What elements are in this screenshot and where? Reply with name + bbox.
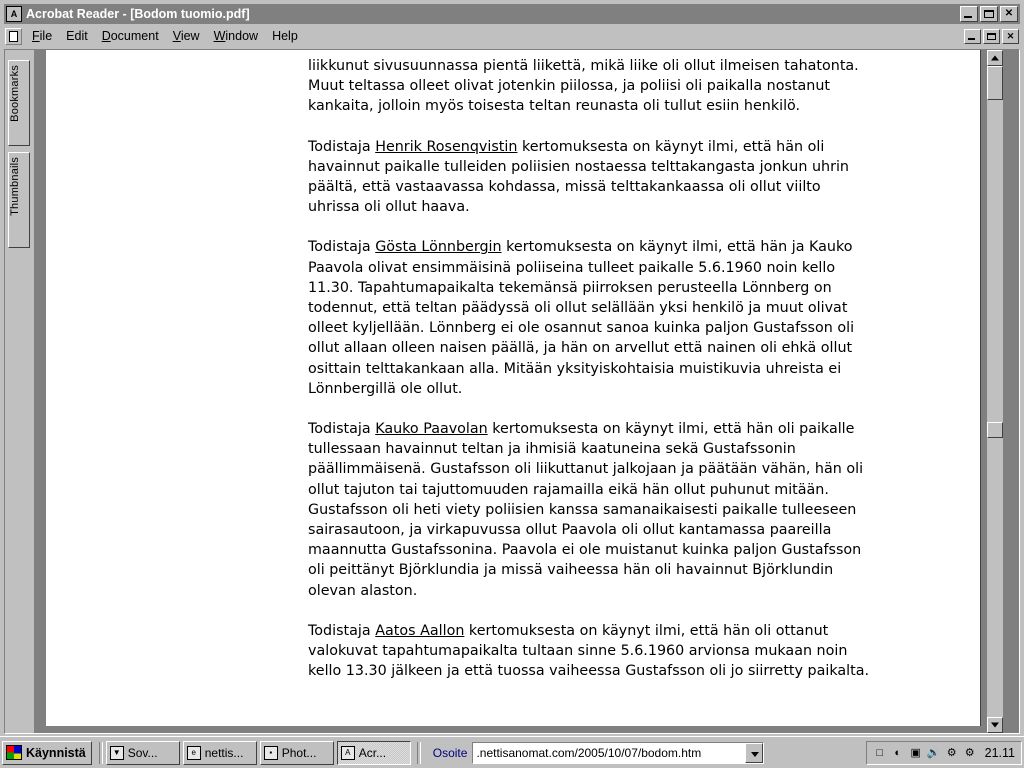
window-titlebar xyxy=(4,4,1020,24)
start-button[interactable] xyxy=(2,741,92,765)
acrobat-icon: A xyxy=(341,746,355,760)
tab-thumbnails[interactable] xyxy=(8,152,30,248)
taskbar-button-sov[interactable] xyxy=(106,741,180,765)
scroll-up-arrow[interactable] xyxy=(987,50,1003,66)
page-viewport[interactable] xyxy=(36,50,1003,733)
scrollbar-thumb[interactable] xyxy=(987,66,1003,100)
witness-name: Henrik Rosenqvistin xyxy=(375,138,518,155)
taskbar-divider-2 xyxy=(417,742,421,764)
windows-flag-icon xyxy=(6,745,22,760)
modem-icon[interactable]: □ xyxy=(876,746,883,759)
photo-icon: ▪ xyxy=(264,746,278,760)
display-icon[interactable]: ▣ xyxy=(910,746,921,759)
clock[interactable]: 21.11 xyxy=(984,745,1015,760)
taskbar-button-phot[interactable] xyxy=(260,741,334,765)
browser-icon: e xyxy=(187,746,201,760)
menu-item-file[interactable]: File xyxy=(32,29,53,43)
paragraph-paavolan: Todistaja Kauko Paavolan kertomuksesta on käynyt ilmi, että hän oli paikalle tullessaan havainnut teltan ja ihmisiä kaatuneina sekä Gustafssonin päällimmäisenä. Gustafsson oli liikuttanut jalkojaan ja päätään vähän, hän oli ollut tajuton tai tajuttomuuden rajamailla eikä hän ollut puhunut mitään. Gustafsson oli heti viety poliisien kanssa samanaikaisesti paikalle tulleeseen sairasautoon, ja virkapuvussa ollut Paavola oli ollut kantamassa paareilla maannutta Gustafssonina. Paavola ei ole muistanut kuinka paljon Gustafsson oli peittänyt Björklundia ja missä vaiheessa hän oli havainnut Björklundin olevan alaston. xyxy=(308,421,864,599)
address-value: .nettisanomat.com/2005/10/07/bodom.htm xyxy=(476,745,702,760)
shield-icon[interactable]: ⚙ xyxy=(964,746,975,759)
paragraph-rosenqvist: Todistaja Henrik Rosenqvistin kertomuksesta on käynyt ilmi, että hän oli havainnut paikalle tulleiden poliisien nostaessa telttakangasta jonkun uhrin päältä, että vastaavassa kohdassa, missä telttakankaassa oli ollut viilto uhrissa oli ollut haava. xyxy=(308,138,849,216)
document-restore-button[interactable] xyxy=(983,29,1000,44)
system-tray xyxy=(866,741,1022,765)
witness-name: Kauko Paavolan xyxy=(375,421,488,438)
acrobat-icon: A xyxy=(6,6,22,22)
taskbar-button-sov-label: Sov... xyxy=(127,745,158,760)
document-icon xyxy=(5,28,22,45)
scroll-down-arrow[interactable] xyxy=(987,717,1003,733)
document-close-button[interactable]: ✕ xyxy=(1002,29,1019,44)
taskbar xyxy=(0,736,1024,768)
window-minimize-button[interactable] xyxy=(960,6,978,22)
volume-icon[interactable]: 🔊 xyxy=(926,746,941,759)
tab-bookmarks[interactable] xyxy=(8,60,30,146)
window-maximize-button[interactable] xyxy=(980,6,998,22)
taskbar-button-nettis-label: nettis... xyxy=(204,745,244,760)
menu-item-window[interactable]: Window xyxy=(213,29,259,43)
address-toolbar xyxy=(428,741,765,765)
pdf-page xyxy=(46,50,981,726)
taskbar-button-phot-label: Phot... xyxy=(281,745,317,760)
paragraph-lonnbergin: Todistaja Gösta Lönnbergin kertomuksesta on käynyt ilmi, että hän ja Kauko Paavola olivat ensimmäisinä poliiseina tulleet paikalle 5.6.1960 noin kello 11.30. Tapahtumapaikalta tekemänsä piirroksen perusteella Lönnberg on todennut, että teltan päädyssä oli ollut selällään yksi henkilö ja muut olivat olleet kyljellään. Lönnberg ei ole osannut sanoa kuinka paljon Gustafsson oli ollut allaan olleen naisen päällä, ja hän on arvellut että nainen oli ehkä ollut osittain telttakankaan alla. Mitään yksityiskohtaisia muistikuvia uhreista ei Lönnbergillä ole ollut. xyxy=(308,239,855,397)
tab-bookmarks-label: Bookmarks xyxy=(9,65,21,122)
scrollbar-marker[interactable] xyxy=(987,422,1003,438)
paragraph-cut-top: liikkunut sivusuunnassa pientä liikettä, mikä liike oli ollut ilmeisen tahatonta. Muut teltassa olleet olivat jotenkin piilossa, ja poliisi oli paikalla nostanut kankaita, jolloin myös toisesta teltan reunasta oli tullut esiin henkilö. xyxy=(308,58,859,115)
document-minimize-button[interactable] xyxy=(964,29,981,44)
taskbar-button-acrobat-label: Acr... xyxy=(358,745,387,760)
window-close-button[interactable]: ✕ xyxy=(1000,6,1018,22)
taskbar-divider xyxy=(99,742,103,764)
navigation-tabstrip xyxy=(5,50,35,733)
tab-thumbnails-label: Thumbnails xyxy=(9,157,21,216)
witness-name: Gösta Lönnbergin xyxy=(375,239,502,256)
taskbar-button-nettis[interactable] xyxy=(183,741,257,765)
menu-item-edit[interactable]: Edit xyxy=(66,29,88,43)
page-vertical-scrollbar[interactable] xyxy=(986,50,1003,733)
address-combobox[interactable] xyxy=(472,742,764,764)
pdf-page-text xyxy=(308,56,873,701)
window-title: Acrobat Reader - [Bodom tuomio.pdf] xyxy=(26,7,250,21)
network-icon[interactable]: ◐ xyxy=(894,746,901,759)
document-frame xyxy=(4,49,1020,734)
printer-icon[interactable]: ⚙ xyxy=(946,746,957,759)
witness-name: Aatos Aallon xyxy=(375,622,465,639)
menu-item-help[interactable]: Help xyxy=(272,29,298,43)
menubar xyxy=(4,26,1020,47)
taskbar-button-acrobat[interactable] xyxy=(337,741,411,765)
start-button-label: Käynnistä xyxy=(26,745,86,760)
menu-item-document[interactable]: Document xyxy=(101,29,159,43)
address-label: Osoite xyxy=(432,745,468,760)
app-icon: ▼ xyxy=(110,746,124,760)
document-window-controls xyxy=(962,29,1020,44)
paragraph-aallon: Todistaja Aatos Aallon kertomuksesta on käynyt ilmi, että hän oli ottanut valokuvat tapahtumapaikalta tultaan sinne 5.6.1960 arvionsa mukaan noin kello 13.30 jälkeen ja että tuossa vaiheessa Gustafsson oli jo siirretty paikalta. xyxy=(308,622,870,680)
chevron-down-icon[interactable] xyxy=(745,743,763,763)
menu-item-view[interactable]: View xyxy=(172,29,200,43)
